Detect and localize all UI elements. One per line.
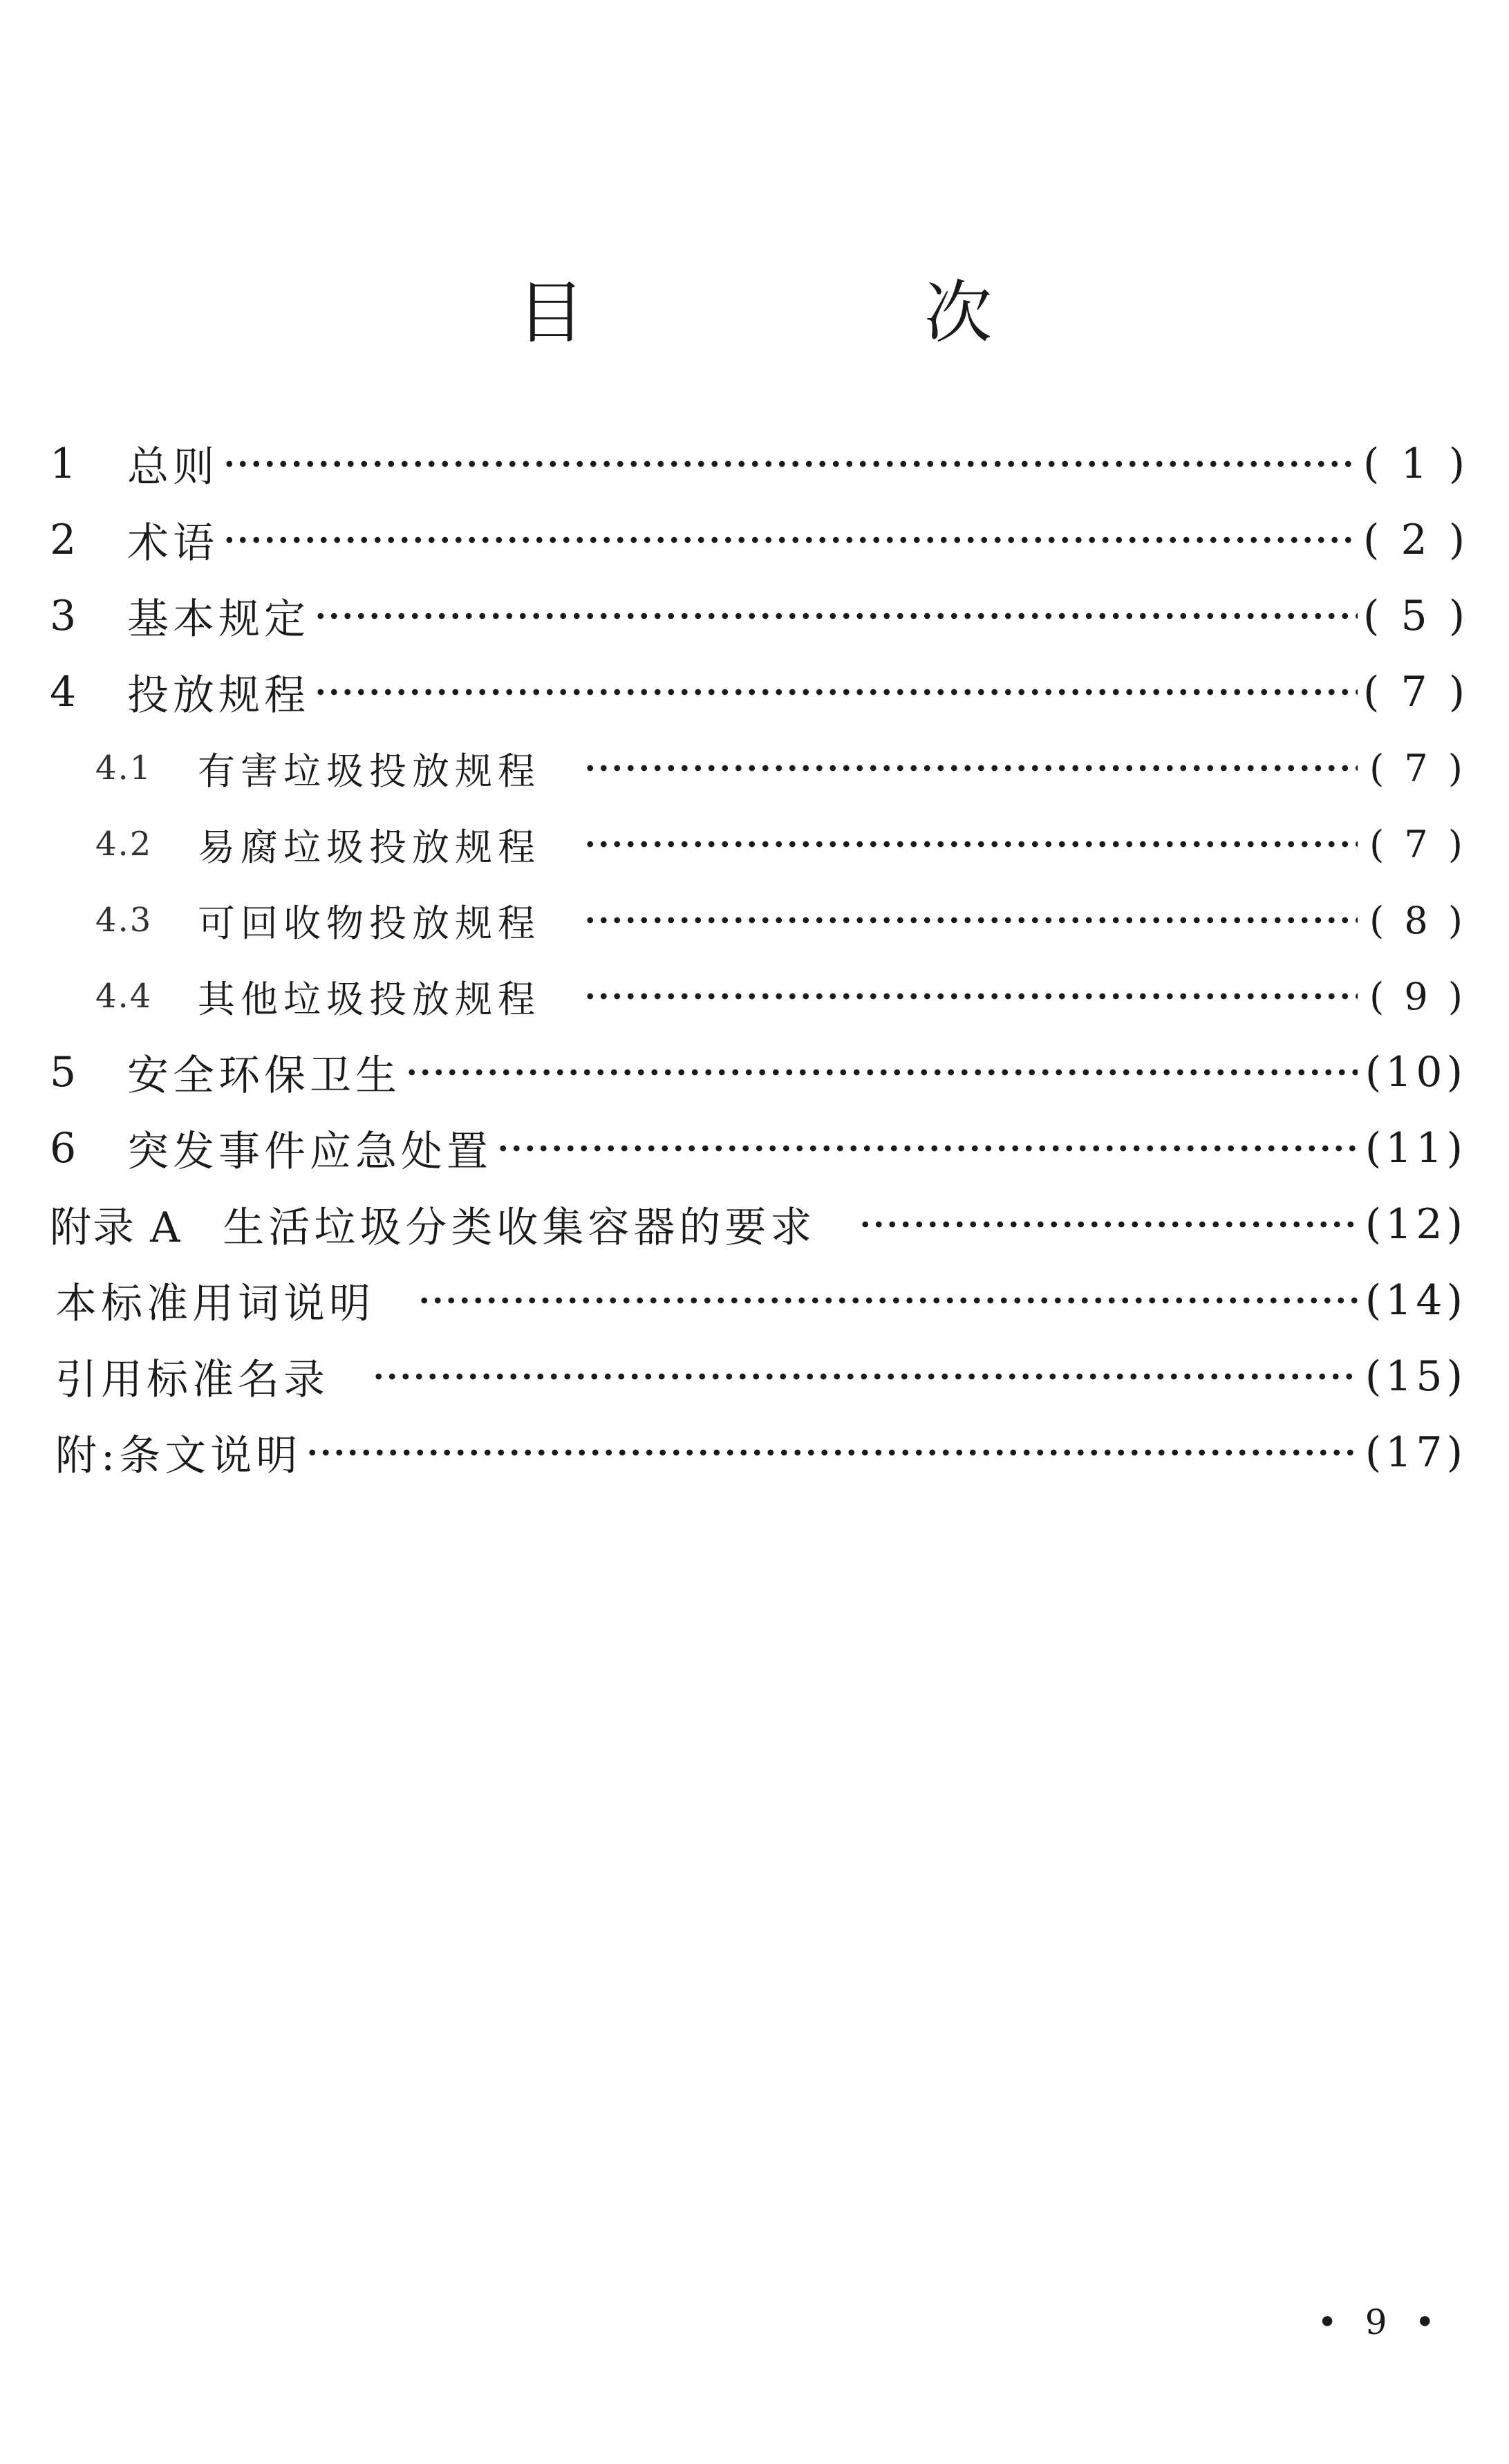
toc-number: 6 — [50, 1124, 78, 1173]
toc-title: 投放规程 — [127, 671, 310, 720]
toc-page-number: (10) — [1365, 1048, 1467, 1096]
toc-entry-1[interactable] — [50, 426, 1470, 502]
toc-dot-leader — [372, 1363, 1358, 1390]
toc-entry-appendix-a[interactable] — [50, 1186, 1467, 1262]
toc-page-number: (14) — [1365, 1276, 1467, 1325]
toc-title: 本标准用词说明 — [55, 1280, 375, 1328]
toc-number: 5 — [50, 1048, 78, 1096]
toc-number: 附录 A — [50, 1204, 182, 1252]
toc-number: 4.1 — [95, 749, 153, 787]
toc-entry-referenced-standards[interactable] — [50, 1338, 1467, 1415]
toc-dot-leader — [496, 1135, 1358, 1162]
toc-page-number: ( 9 ) — [1369, 974, 1467, 1018]
toc-title: 突发事件应急处置 — [127, 1128, 492, 1176]
toc-page-number: ( 1 ) — [1363, 440, 1470, 488]
toc-title: 术语 — [127, 519, 218, 568]
toc-dot-leader — [583, 906, 1358, 934]
toc-number: 4 — [50, 668, 78, 716]
toc-title: 有害垃圾投放规程 — [198, 749, 541, 793]
toc-title: 基本规定 — [127, 595, 310, 644]
toc-title: 安全环保卫生 — [127, 1052, 401, 1100]
toc-page-number: ( 7 ) — [1369, 746, 1467, 790]
toc-page-number: (17) — [1365, 1428, 1467, 1477]
toc-title: 易腐垃圾投放规程 — [198, 825, 541, 869]
toc-number: 4.3 — [95, 901, 153, 940]
toc-page-number: (12) — [1365, 1200, 1467, 1249]
toc-title: 生活垃圾分类收集容器的要求 — [223, 1204, 816, 1252]
toc-title: 其他垃圾投放规程 — [198, 977, 541, 1021]
toc-page-number: ( 5 ) — [1363, 592, 1470, 640]
toc-dot-leader — [314, 602, 1358, 630]
toc-entry-4[interactable] — [50, 654, 1470, 730]
toc-dot-leader — [583, 754, 1358, 782]
toc-number: 1 — [50, 440, 78, 488]
toc-dot-leader — [418, 1287, 1358, 1314]
toc-dot-leader — [859, 1211, 1358, 1238]
toc-number: 3 — [50, 592, 78, 640]
toc-entry-2[interactable] — [50, 502, 1470, 578]
toc-number: 4.4 — [95, 977, 153, 1016]
toc-dot-leader — [314, 678, 1358, 706]
toc-entry-5[interactable] — [50, 1034, 1467, 1110]
page-title: 目 次 — [516, 274, 1152, 353]
toc-title: 附:条文说明 — [55, 1432, 302, 1480]
toc-page-number: ( 2 ) — [1363, 516, 1470, 564]
toc-dot-leader — [223, 526, 1358, 554]
toc-entry-4-4[interactable] — [95, 958, 1467, 1034]
toc-title: 总则 — [127, 443, 218, 492]
toc-dot-leader — [223, 450, 1358, 478]
toc-entry-terms-usage[interactable] — [50, 1262, 1467, 1338]
toc-title: 可回收物投放规程 — [198, 901, 541, 945]
toc-page-number: ( 7 ) — [1369, 822, 1467, 866]
toc-entry-4-1[interactable] — [95, 730, 1467, 806]
toc-number: 4.2 — [95, 825, 153, 864]
toc-dot-leader — [306, 1439, 1358, 1466]
toc-page-number: (15) — [1365, 1352, 1467, 1401]
toc-page-number: ( 8 ) — [1369, 898, 1467, 942]
toc-dot-leader — [405, 1058, 1358, 1086]
toc-entry-4-3[interactable] — [95, 882, 1467, 958]
toc-entry-clause-explanation[interactable] — [50, 1415, 1467, 1491]
toc-title: 引用标准名录 — [55, 1356, 329, 1404]
toc-dot-leader — [583, 982, 1358, 1010]
toc-entry-6[interactable] — [50, 1110, 1467, 1186]
toc-page-number: (11) — [1365, 1124, 1467, 1173]
toc-entry-4-2[interactable] — [95, 806, 1467, 882]
toc-dot-leader — [583, 830, 1358, 858]
toc-entry-3[interactable] — [50, 578, 1470, 654]
page-number-footer: • 9 • — [1317, 2302, 1443, 2342]
toc-page-number: ( 7 ) — [1363, 668, 1470, 716]
toc-number: 2 — [50, 516, 78, 564]
